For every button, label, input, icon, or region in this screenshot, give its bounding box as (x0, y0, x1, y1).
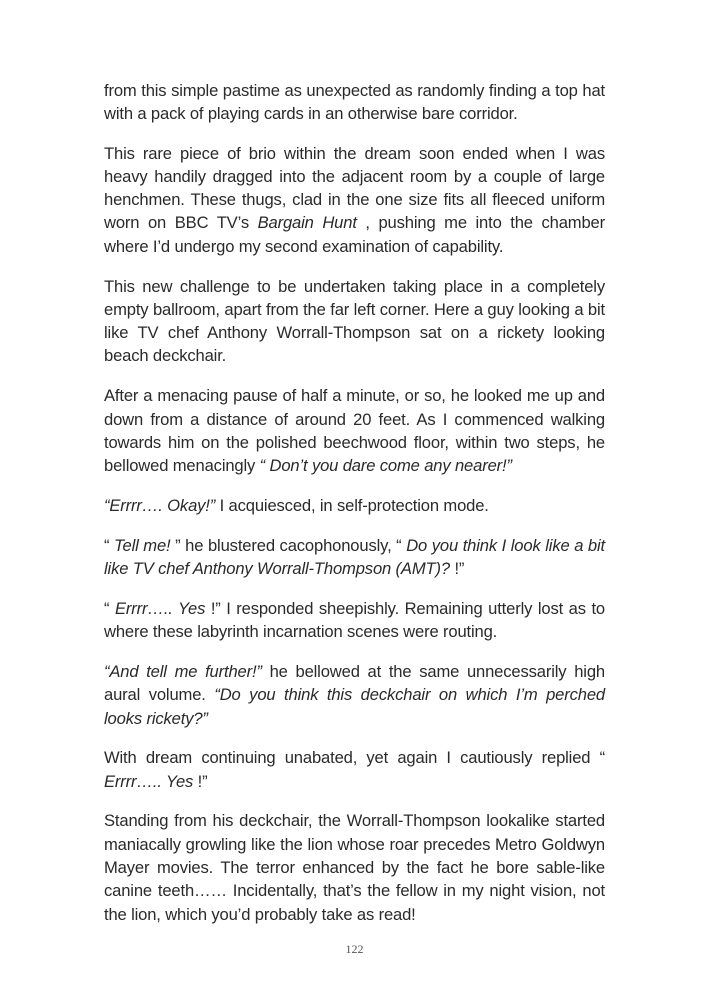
paragraph-4 (104, 384, 605, 477)
paragraph-5 (104, 494, 605, 517)
paragraph-8-italic-c: “Do you think this deckchair on which I’m perched looks rickety?” (104, 685, 605, 728)
paragraph-8 (104, 660, 605, 730)
paragraph-6-text-a: “ (104, 535, 115, 555)
paragraph-1-text: from this simple pastime as unexpected as randomly finding a top hat with a pack of playing cards in an otherwise bare corridor. (104, 81, 605, 124)
paragraph-2-italic-show-title: Bargain Hunt (257, 213, 357, 233)
paragraph-4-italic-quote: “ Don’t you dare come any nearer!” (259, 456, 512, 476)
paragraph-6 (104, 534, 605, 581)
paragraph-3 (104, 275, 605, 368)
paragraph-9-italic-b: Errrr….. Yes (104, 771, 198, 791)
paragraph-7-italic-b: Errrr….. Yes (114, 598, 211, 618)
paragraph-9 (104, 746, 605, 793)
paragraph-9-text-a: With dream continuing unabated, yet again I cautiously replied “ (104, 748, 605, 768)
paragraph-2 (104, 142, 605, 258)
paragraph-7 (104, 597, 605, 644)
paragraph-4-text-a: After a menacing pause of half a minute, or so, he looked me up and down from a distance of around 20 feet. As I commenced walking towards him on the polished beechwood floor, within two steps, he bellowed menacingly (104, 386, 605, 476)
paragraph-6-italic-d: Do you think I look like a bit like TV chef Anthony Worrall-Thompson (AMT)? (104, 535, 606, 579)
paragraph-9-text-c: !” (197, 771, 208, 791)
paragraph-2-text-a: This rare piece of brio within the dream soon ended when I was heavy handily dragged into the adjacent room by a couple of large henchmen. These thugs, clad in the one size fits all fleeced uniform worn on BBC TV’s (104, 143, 605, 233)
paragraph-6-text-c: ” he blustered cacophonously, “ (175, 535, 407, 555)
paragraph-7-text-c: !” I responded sheepishly. Remaining utterly lost as to where these labyrinth incarnation scenes were routing. (104, 598, 605, 642)
paragraph-5-italic-quote: “Errrr…. Okay!” (104, 495, 216, 515)
paragraph-5-text-b: I acquiesced, in self-protection mode. (215, 495, 489, 515)
paragraph-8-italic-a: “And tell me further!” (104, 661, 262, 681)
paragraph-2-text-c: , pushing me into the chamber where I’d undergo my second examination of capability. (104, 213, 605, 256)
page-body (104, 79, 605, 942)
paragraph-7-text-a: “ (104, 598, 115, 618)
page-number: 122 (345, 942, 364, 956)
paragraph-3-text: This new challenge to be undertaken taking place in a completely empty ballroom, apart from the far left corner. Here a guy looking a bit like TV chef Anthony Worrall-Thompson sat on a rickety looking beach deckchair. (104, 276, 605, 366)
paragraph-1 (104, 79, 605, 126)
paragraph-6-text-e: !” (454, 559, 465, 579)
paragraph-10-text: Standing from his deckchair, the Worrall-Thompson lookalike started maniacally growling like the lion whose roar precedes Metro Goldwyn Mayer movies. The terror enhanced by the fact he bore sable-like canine teeth…… Incidentally, that’s the fellow in my night vision, not the lion, which you’d probably take as read! (104, 811, 605, 924)
paragraph-10 (104, 809, 605, 925)
paragraph-8-text-b: he bellowed at the same unnecessarily high aural volume. (104, 661, 605, 705)
paragraph-6-italic-b: Tell me! (114, 535, 176, 555)
